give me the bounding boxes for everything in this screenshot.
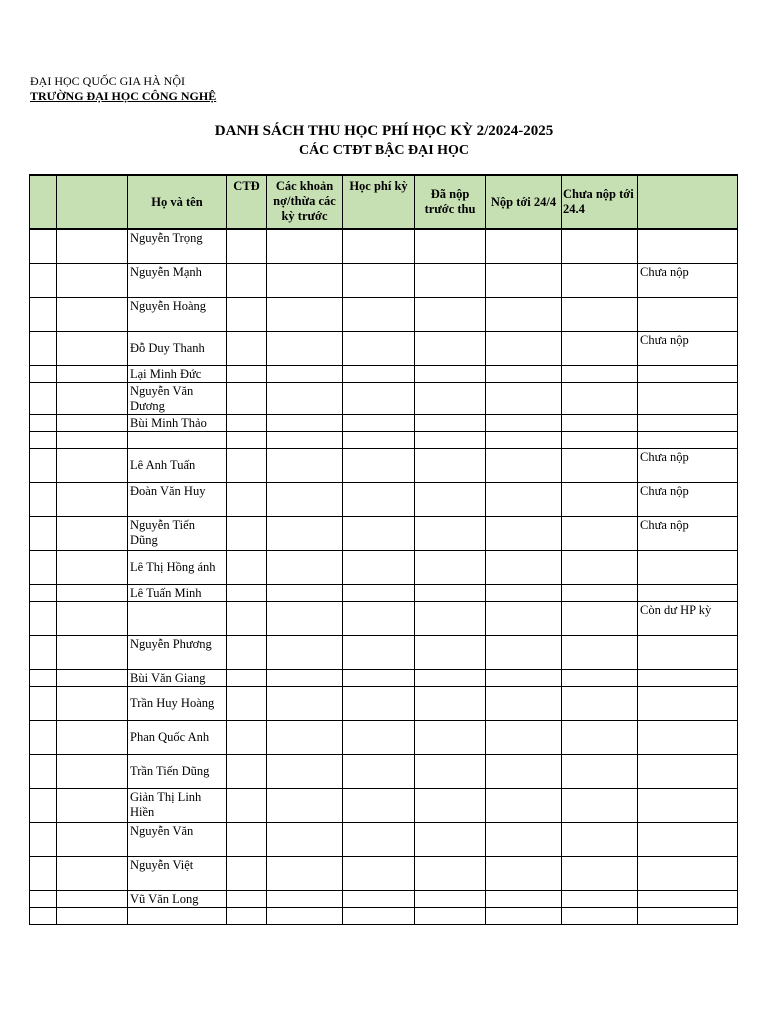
table-cell <box>267 720 343 754</box>
note-cell <box>638 365 738 382</box>
table-cell <box>343 720 415 754</box>
table-cell <box>415 297 486 331</box>
table-cell <box>562 635 638 669</box>
student-name-cell: Lại Minh Đức <box>128 365 227 382</box>
col-header-code <box>57 175 128 229</box>
table-cell <box>227 448 267 482</box>
student-name-cell <box>128 431 227 448</box>
table-cell <box>486 263 562 297</box>
note-cell <box>638 584 738 601</box>
table-cell <box>343 297 415 331</box>
table-cell <box>343 635 415 669</box>
table-cell <box>486 669 562 686</box>
table-cell <box>30 448 57 482</box>
table-cell <box>562 686 638 720</box>
table-cell <box>562 822 638 856</box>
table-cell <box>57 584 128 601</box>
col-header-program: CTĐ <box>227 175 267 229</box>
table-cell <box>562 263 638 297</box>
table-cell <box>30 907 57 924</box>
table-cell <box>415 584 486 601</box>
table-row <box>30 448 738 482</box>
table-cell <box>267 550 343 584</box>
table-cell <box>57 856 128 890</box>
table-cell <box>486 907 562 924</box>
note-cell <box>638 822 738 856</box>
student-name-cell: Lê Tuấn Minh <box>128 584 227 601</box>
table-cell <box>227 788 267 822</box>
table-cell <box>30 331 57 365</box>
table-cell <box>415 414 486 431</box>
student-name-cell: Nguyễn Mạnh <box>128 263 227 297</box>
student-name-cell: Nguyễn Hoàng <box>128 297 227 331</box>
table-cell <box>227 382 267 414</box>
table-cell <box>343 331 415 365</box>
student-name-cell: Nguyễn Văn <box>128 822 227 856</box>
table-row <box>30 263 738 297</box>
table-cell <box>267 431 343 448</box>
table-cell <box>415 635 486 669</box>
table-cell <box>415 365 486 382</box>
table-cell <box>343 890 415 907</box>
student-name-cell: Nguyễn Văn Dương <box>128 382 227 414</box>
table-cell <box>562 754 638 788</box>
table-cell <box>562 382 638 414</box>
table-cell <box>415 822 486 856</box>
table-cell <box>267 788 343 822</box>
table-cell <box>267 382 343 414</box>
table-cell <box>267 856 343 890</box>
table-cell <box>486 754 562 788</box>
table-cell <box>343 856 415 890</box>
table-cell <box>343 365 415 382</box>
col-header-prepaid: Đã nộp trước thu <box>415 175 486 229</box>
table-cell <box>57 601 128 635</box>
table-cell <box>267 907 343 924</box>
table-cell <box>486 788 562 822</box>
table-cell <box>415 516 486 550</box>
note-cell <box>638 550 738 584</box>
table-row <box>30 584 738 601</box>
table-cell <box>57 822 128 856</box>
table-cell <box>227 229 267 263</box>
table-cell <box>562 669 638 686</box>
table-cell <box>30 584 57 601</box>
table-cell <box>227 601 267 635</box>
table-row <box>30 550 738 584</box>
table-cell <box>486 550 562 584</box>
table-cell <box>30 635 57 669</box>
table-cell <box>415 482 486 516</box>
table-cell <box>227 263 267 297</box>
table-cell <box>415 601 486 635</box>
note-cell: Chưa nộp <box>638 516 738 550</box>
table-cell <box>415 229 486 263</box>
table-cell <box>30 414 57 431</box>
table-cell <box>343 263 415 297</box>
table-cell <box>30 686 57 720</box>
table-cell <box>30 601 57 635</box>
table-cell <box>562 584 638 601</box>
col-header-index <box>30 175 57 229</box>
table-row <box>30 414 738 431</box>
table-cell <box>415 263 486 297</box>
note-cell <box>638 686 738 720</box>
note-cell: Chưa nộp <box>638 448 738 482</box>
table-cell <box>486 482 562 516</box>
table-cell <box>30 297 57 331</box>
table-row <box>30 382 738 414</box>
student-name-cell: Phan Quốc Anh <box>128 720 227 754</box>
note-cell <box>638 669 738 686</box>
table-cell <box>267 229 343 263</box>
note-cell <box>638 856 738 890</box>
table-cell <box>267 414 343 431</box>
title-sub: CÁC CTĐT BẬC ĐẠI HỌC <box>298 143 470 158</box>
table-cell <box>227 754 267 788</box>
table-cell <box>415 382 486 414</box>
table-row <box>30 601 738 635</box>
table-row <box>30 669 738 686</box>
table-cell <box>227 297 267 331</box>
table-cell <box>57 550 128 584</box>
table-cell <box>57 720 128 754</box>
table-cell <box>267 669 343 686</box>
table-cell <box>227 686 267 720</box>
table-cell <box>562 890 638 907</box>
table-cell <box>57 414 128 431</box>
table-cell <box>562 414 638 431</box>
table-cell <box>227 720 267 754</box>
table-cell <box>562 856 638 890</box>
table-cell <box>227 856 267 890</box>
table-cell <box>486 635 562 669</box>
table-cell <box>486 297 562 331</box>
col-header-unpaid-by-date: Chưa nộp tới 24.4 <box>562 175 638 229</box>
table-cell <box>57 297 128 331</box>
table-cell <box>227 822 267 856</box>
note-cell <box>638 297 738 331</box>
table-cell <box>562 365 638 382</box>
table-cell <box>57 482 128 516</box>
student-name-cell: Trần Tiến Dũng <box>128 754 227 788</box>
table-row <box>30 431 738 448</box>
table-cell <box>486 448 562 482</box>
table-cell <box>486 822 562 856</box>
table-row <box>30 856 738 890</box>
table-row <box>30 635 738 669</box>
note-cell <box>638 907 738 924</box>
table-cell <box>57 448 128 482</box>
table-cell <box>486 686 562 720</box>
table-row <box>30 297 738 331</box>
note-cell: Chưa nộp <box>638 263 738 297</box>
table-cell <box>30 263 57 297</box>
table-cell <box>30 550 57 584</box>
table-cell <box>562 331 638 365</box>
table-cell <box>267 331 343 365</box>
table-cell <box>57 365 128 382</box>
table-cell <box>30 382 57 414</box>
table-cell <box>486 365 562 382</box>
table-cell <box>343 382 415 414</box>
table-cell <box>562 907 638 924</box>
table-cell <box>415 331 486 365</box>
table-cell <box>227 365 267 382</box>
table-cell <box>227 584 267 601</box>
table-cell <box>343 754 415 788</box>
col-header-tuition: Học phí kỳ <box>343 175 415 229</box>
col-header-name: Họ và tên <box>128 175 227 229</box>
table-cell <box>486 331 562 365</box>
table-cell <box>343 229 415 263</box>
note-cell: Còn dư HP kỳ <box>638 601 738 635</box>
table-cell <box>415 907 486 924</box>
table-row <box>30 331 738 365</box>
table-cell <box>562 516 638 550</box>
table-cell <box>562 297 638 331</box>
student-name-cell: Nguyễn Tiến Dũng <box>128 516 227 550</box>
table-cell <box>227 635 267 669</box>
note-cell <box>638 635 738 669</box>
table-cell <box>57 263 128 297</box>
student-name-cell: Lê Anh Tuấn <box>128 448 227 482</box>
table-cell <box>562 720 638 754</box>
table-cell <box>57 635 128 669</box>
table-cell <box>57 382 128 414</box>
table-cell <box>415 754 486 788</box>
table-cell <box>343 550 415 584</box>
table-cell <box>30 482 57 516</box>
table-row <box>30 482 738 516</box>
table-row <box>30 907 738 924</box>
note-cell <box>638 720 738 754</box>
table-cell <box>486 584 562 601</box>
table-cell <box>486 601 562 635</box>
table-cell <box>267 601 343 635</box>
table-cell <box>57 686 128 720</box>
table-cell <box>343 686 415 720</box>
note-cell <box>638 431 738 448</box>
student-name-cell: Vũ Văn Long <box>128 890 227 907</box>
table-cell <box>343 482 415 516</box>
table-cell <box>30 720 57 754</box>
table-cell <box>57 754 128 788</box>
table-cell <box>486 414 562 431</box>
table-cell <box>562 482 638 516</box>
table-cell <box>267 482 343 516</box>
table-cell <box>562 601 638 635</box>
student-name-cell: Nguyễn Việt <box>128 856 227 890</box>
note-cell <box>638 788 738 822</box>
table-cell <box>343 907 415 924</box>
table-cell <box>562 448 638 482</box>
table-header-row <box>30 175 738 229</box>
table-cell <box>267 890 343 907</box>
table-cell <box>57 788 128 822</box>
table-row <box>30 365 738 382</box>
table-cell <box>30 822 57 856</box>
table-cell <box>57 516 128 550</box>
table-cell <box>30 669 57 686</box>
document-title <box>0 121 768 161</box>
table-cell <box>227 516 267 550</box>
student-name-cell: Trần Huy Hoàng <box>128 686 227 720</box>
table-cell <box>57 229 128 263</box>
table-cell <box>57 331 128 365</box>
table-cell <box>267 448 343 482</box>
table-row <box>30 516 738 550</box>
table-cell <box>267 263 343 297</box>
student-name-cell: Bùi Văn Giang <box>128 669 227 686</box>
student-name-cell: Giản Thị Linh Hiền <box>128 788 227 822</box>
table-cell <box>343 414 415 431</box>
table-cell <box>562 550 638 584</box>
table-row <box>30 890 738 907</box>
table-cell <box>486 431 562 448</box>
table-cell <box>227 907 267 924</box>
student-name-cell <box>128 907 227 924</box>
table-cell <box>227 331 267 365</box>
table-cell <box>415 448 486 482</box>
table-cell <box>267 297 343 331</box>
table-cell <box>227 890 267 907</box>
col-header-paid-by-date: Nộp tới 24/4 <box>486 175 562 229</box>
university-name: ĐẠI HỌC QUỐC GIA HÀ NỘI <box>30 74 185 88</box>
note-cell <box>638 382 738 414</box>
table-cell <box>486 720 562 754</box>
student-name-cell: Lê Thị Hồng ánh <box>128 550 227 584</box>
table-row <box>30 229 738 263</box>
note-cell: Chưa nộp <box>638 331 738 365</box>
table-cell <box>30 890 57 907</box>
table-cell <box>30 754 57 788</box>
table-cell <box>343 431 415 448</box>
col-header-previous-balance: Các khoản nợ/thừa các kỳ trước <box>267 175 343 229</box>
table-cell <box>267 516 343 550</box>
table-cell <box>267 686 343 720</box>
table-cell <box>415 788 486 822</box>
note-cell: Chưa nộp <box>638 482 738 516</box>
table-cell <box>415 856 486 890</box>
table-cell <box>415 431 486 448</box>
table-cell <box>343 516 415 550</box>
org-header <box>30 74 216 104</box>
table-cell <box>267 822 343 856</box>
table-cell <box>30 229 57 263</box>
note-cell <box>638 414 738 431</box>
note-cell <box>638 754 738 788</box>
table-row <box>30 788 738 822</box>
table-cell <box>30 365 57 382</box>
student-name-cell: Bùi Minh Thảo <box>128 414 227 431</box>
table-cell <box>267 365 343 382</box>
table-cell <box>415 686 486 720</box>
table-cell <box>57 669 128 686</box>
table-cell <box>30 856 57 890</box>
table-cell <box>267 754 343 788</box>
table-cell <box>227 669 267 686</box>
table-cell <box>267 635 343 669</box>
table-cell <box>30 431 57 448</box>
table-cell <box>227 414 267 431</box>
table-cell <box>486 516 562 550</box>
table-cell <box>57 431 128 448</box>
table-cell <box>562 229 638 263</box>
table-cell <box>227 482 267 516</box>
student-name-cell <box>128 601 227 635</box>
table-cell <box>267 584 343 601</box>
fee-table <box>29 174 738 925</box>
table-cell <box>415 720 486 754</box>
student-name-cell: Đỗ Duy Thanh <box>128 331 227 365</box>
table-cell <box>562 431 638 448</box>
table-cell <box>486 382 562 414</box>
table-cell <box>227 550 267 584</box>
table-cell <box>415 550 486 584</box>
table-cell <box>343 601 415 635</box>
table-cell <box>227 431 267 448</box>
table-row <box>30 686 738 720</box>
student-name-cell: Nguyễn Phương <box>128 635 227 669</box>
col-header-note <box>638 175 738 229</box>
note-cell <box>638 229 738 263</box>
table-cell <box>486 856 562 890</box>
table-row <box>30 822 738 856</box>
table-cell <box>343 669 415 686</box>
table-cell <box>30 788 57 822</box>
table-cell <box>57 890 128 907</box>
table-cell <box>343 448 415 482</box>
table-cell <box>415 890 486 907</box>
table-row <box>30 754 738 788</box>
table-cell <box>486 890 562 907</box>
table-cell <box>343 584 415 601</box>
table-cell <box>57 907 128 924</box>
table-cell <box>343 822 415 856</box>
table-cell <box>30 516 57 550</box>
title-main: DANH SÁCH THU HỌC PHÍ HỌC KỲ 2/2024-2025 <box>214 123 554 139</box>
table-row <box>30 720 738 754</box>
table-cell <box>343 788 415 822</box>
school-name: TRƯỜNG ĐẠI HỌC CÔNG NGHỆ <box>30 89 217 103</box>
table-cell <box>562 788 638 822</box>
student-name-cell: Nguyễn Trọng <box>128 229 227 263</box>
student-name-cell: Đoàn Văn Huy <box>128 482 227 516</box>
note-cell <box>638 890 738 907</box>
table-cell <box>486 229 562 263</box>
table-cell <box>415 669 486 686</box>
